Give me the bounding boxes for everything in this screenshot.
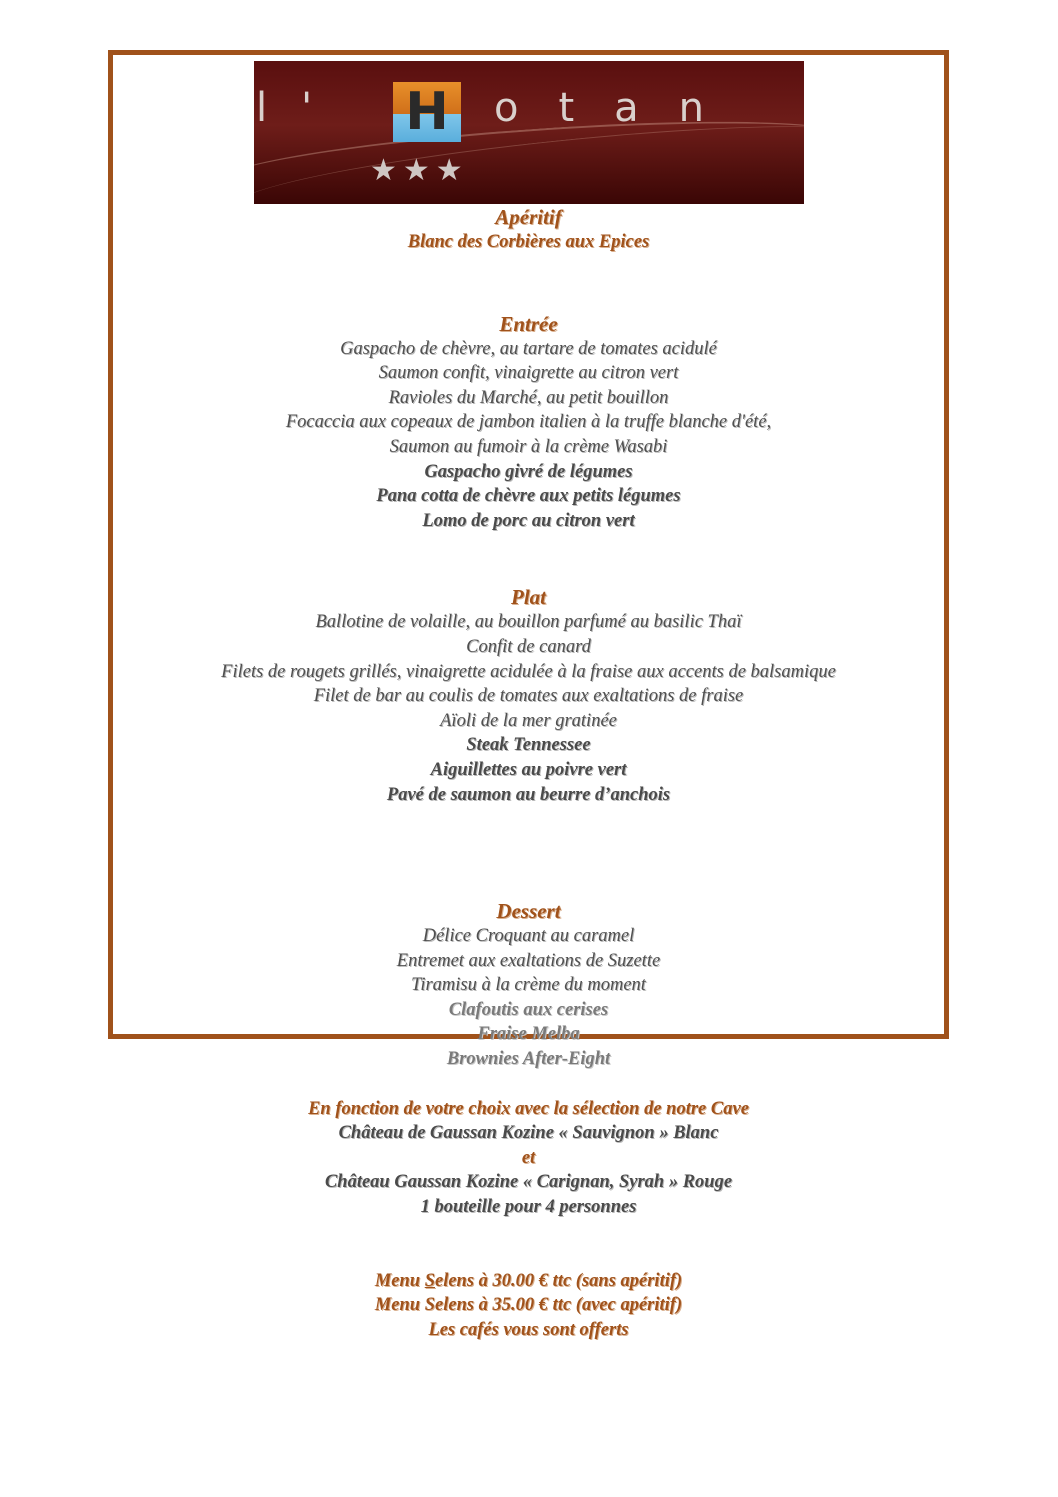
logo-initial: H xyxy=(405,82,449,142)
aperitif-item: Blanc des Corbières aux Epices xyxy=(407,232,650,252)
coffee-offer: Les cafés vous sont offerts xyxy=(428,1319,629,1340)
plat-bold-item: Steak Tennessee xyxy=(466,735,591,756)
entree-item: Focaccia aux copeaux de jambon italien à la truffe blanche d'été, xyxy=(285,412,772,433)
section-title-plat: Plat xyxy=(511,585,546,610)
wine-red: Château Gaussan Kozine « Carignan, Syrah » Rouge xyxy=(324,1172,733,1193)
logo-h-block xyxy=(393,82,461,142)
menu-content xyxy=(113,204,944,1342)
dessert-item: Tiramisu à la crème du moment xyxy=(411,975,646,996)
star-rating-icon: ★★★ xyxy=(370,153,469,188)
plat-item: Ballotine de volaille, au bouillon parfumé au basilic Thaï xyxy=(315,612,742,633)
plat-bold-item: Pavé de saumon au beurre d’anchois xyxy=(386,784,671,805)
dessert-bold-item: Clafoutis aux cerises xyxy=(448,999,609,1020)
entree-item: Gaspacho de chèvre, au tartare de tomates acidulé xyxy=(340,338,717,359)
hotel-logo xyxy=(254,61,804,204)
entree-item: Ravioles du Marché, au petit bouillon xyxy=(388,387,669,408)
plat-item: Filets de rougets grillés, vinaigrette acidulée à la fraise aux accents de balsamique xyxy=(221,661,836,682)
section-title-aperitif: Apéritif xyxy=(495,205,562,229)
section-title-dessert: Dessert xyxy=(496,899,561,924)
plat-bold-item: Aiguillettes au poivre vert xyxy=(430,759,627,780)
dessert-item: Délice Croquant au caramel xyxy=(422,926,635,947)
dessert-bold-item: Brownies After-Eight xyxy=(446,1049,611,1070)
logo-suffix: otan xyxy=(494,85,745,131)
entree-bold-item: Gaspacho givré de légumes xyxy=(424,461,633,482)
plat-item: Aïoli de la mer gratinée xyxy=(440,710,617,731)
entree-item: Saumon confit, vinaigrette au citron vert xyxy=(378,363,679,384)
plat-item: Filet de bar au coulis de tomates aux exaltations de fraise xyxy=(313,686,744,707)
entree-bold-item: Pana cotta de chèvre aux petits légumes xyxy=(376,486,681,507)
logo-prefix: l' xyxy=(256,85,347,131)
wine-white: Château de Gaussan Kozine « Sauvignon » Blanc xyxy=(338,1123,719,1144)
entree-item: Saumon au fumoir à la crème Wasabi xyxy=(389,436,668,457)
wine-quantity: 1 bouteille pour 4 personnes xyxy=(420,1197,637,1218)
price-without-aperitif: Menu Selens à 30.00 € ttc (sans apéritif) xyxy=(374,1270,683,1291)
section-title-entree: Entrée xyxy=(499,311,558,336)
wine-connector: et xyxy=(521,1147,536,1168)
entree-bold-item: Lomo de porc au citron vert xyxy=(422,510,635,531)
cave-intro: En fonction de votre choix avec la sélection de notre Cave xyxy=(308,1098,749,1119)
price-with-aperitif: Menu Selens à 35.00 € ttc (avec apéritif) xyxy=(374,1295,683,1316)
dessert-bold-item: Fraise Melba xyxy=(477,1024,580,1045)
dessert-item: Entremet aux exaltations de Suzette xyxy=(396,950,661,971)
plat-item: Confit de canard xyxy=(466,636,591,657)
